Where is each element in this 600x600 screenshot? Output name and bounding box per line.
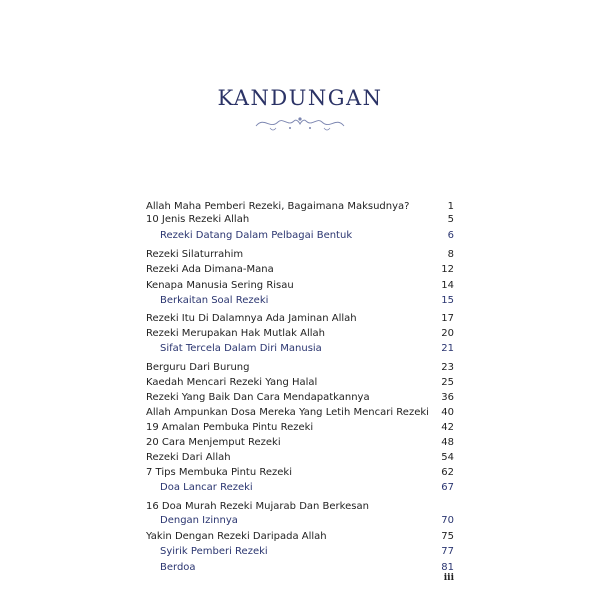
toc-entry-title: Dengan Izinnya	[160, 515, 238, 526]
toc-entry-title: Rezeki Merupakan Hak Mutlak Allah	[146, 328, 326, 339]
toc-entry-title: Berguru Dari Burung	[146, 362, 250, 373]
toc-entry-title: Rezeki Silaturrahim	[146, 249, 244, 260]
toc-entry-title: Sifat Tercela Dalam Diri Manusia	[160, 343, 322, 354]
toc-entry	[0, 481, 600, 495]
toc-entry-page: 42	[441, 422, 454, 433]
toc-entry	[0, 213, 600, 227]
toc-entry-title: Yakin Dengan Rezeki Daripada Allah	[146, 531, 327, 542]
toc-entry-page: 14	[441, 280, 454, 291]
toc-entry-page: 21	[441, 343, 454, 354]
toc-entry	[0, 530, 600, 544]
toc-entry-title: Syirik Pemberi Rezeki	[160, 546, 268, 557]
toc-entry	[0, 294, 600, 308]
toc-entry	[0, 406, 600, 420]
toc-entry-title: Allah Ampunkan Dosa Mereka Yang Letih Mencari Rezeki	[146, 407, 429, 418]
toc-entry-title: Doa Lancar Rezeki	[160, 482, 253, 493]
toc-entry-title: Rezeki Dari Allah	[146, 452, 231, 463]
toc-entry	[0, 500, 600, 514]
toc-entry	[0, 312, 600, 326]
toc-entry-title: 16 Doa Murah Rezeki Mujarab Dan Berkesan	[146, 501, 369, 512]
toc-entry-title: 10 Jenis Rezeki Allah	[146, 214, 250, 225]
toc-entry-page: 15	[441, 295, 454, 306]
toc-entry	[0, 376, 600, 390]
toc-entry	[0, 342, 600, 356]
toc-entry-title: 20 Cara Menjemput Rezeki	[146, 437, 281, 448]
toc-entry-page: 36	[441, 392, 454, 403]
toc-entry	[0, 421, 600, 435]
toc-entry-page: 25	[441, 377, 454, 388]
toc-entry-title: Rezeki Ada Dimana-Mana	[146, 264, 274, 275]
toc-entry-title: Berdoa	[160, 562, 196, 573]
toc-entry-title: Allah Maha Pemberi Rezeki, Bagaimana Maksudnya?	[146, 201, 410, 212]
toc-entry-page: 67	[441, 482, 454, 493]
toc-entry-title: 19 Amalan Pembuka Pintu Rezeki	[146, 422, 314, 433]
toc-entry-page: 75	[441, 531, 454, 542]
toc-entry-title: Kaedah Mencari Rezeki Yang Halal	[146, 377, 318, 388]
toc-entry-page: 20	[441, 328, 454, 339]
toc-entry-page: 6	[447, 230, 454, 241]
page-title: KANDUNGAN	[217, 86, 383, 110]
toc-entry	[0, 514, 600, 528]
toc-entry-page: 17	[441, 313, 454, 324]
toc-entry	[0, 229, 600, 243]
toc-entry	[0, 327, 600, 341]
toc-entry-page: 12	[441, 264, 454, 275]
toc-entry	[0, 263, 600, 277]
toc-entry-page: 81	[441, 562, 454, 573]
toc-entry	[0, 248, 600, 262]
toc-entry-page: 1	[447, 201, 454, 212]
toc-entry-page: 54	[441, 452, 454, 463]
toc-entry-title: Kenapa Manusia Sering Risau	[146, 280, 294, 291]
toc-entry	[0, 200, 600, 214]
toc-entry	[0, 361, 600, 375]
toc-entry	[0, 279, 600, 293]
toc-entry-page: 23	[441, 362, 454, 373]
toc-entry-page: 62	[441, 467, 454, 478]
toc-entry-title: Rezeki Datang Dalam Pelbagai Bentuk	[160, 230, 353, 241]
toc-entry	[0, 451, 600, 465]
toc-entry-title: Rezeki Itu Di Dalamnya Ada Jaminan Allah	[146, 313, 357, 324]
toc-entry-title: Berkaitan Soal Rezeki	[160, 295, 269, 306]
toc-entry	[0, 466, 600, 480]
toc-entry-page: 40	[441, 407, 454, 418]
toc-entry-page: 70	[441, 515, 454, 526]
toc-entry	[0, 545, 600, 559]
toc-entry-page: 48	[441, 437, 454, 448]
toc-entry-page: 77	[441, 546, 454, 557]
toc-entry	[0, 391, 600, 405]
toc-entry-title: Rezeki Yang Baik Dan Cara Mendapatkannya	[146, 392, 370, 403]
toc-entry	[0, 561, 600, 575]
toc-entry-page: 8	[447, 249, 454, 260]
toc-entry-title: 7 Tips Membuka Pintu Rezeki	[146, 467, 292, 478]
page-number: iii	[443, 573, 454, 583]
toc-entry-page: 5	[447, 214, 454, 225]
toc-entry	[0, 436, 600, 450]
